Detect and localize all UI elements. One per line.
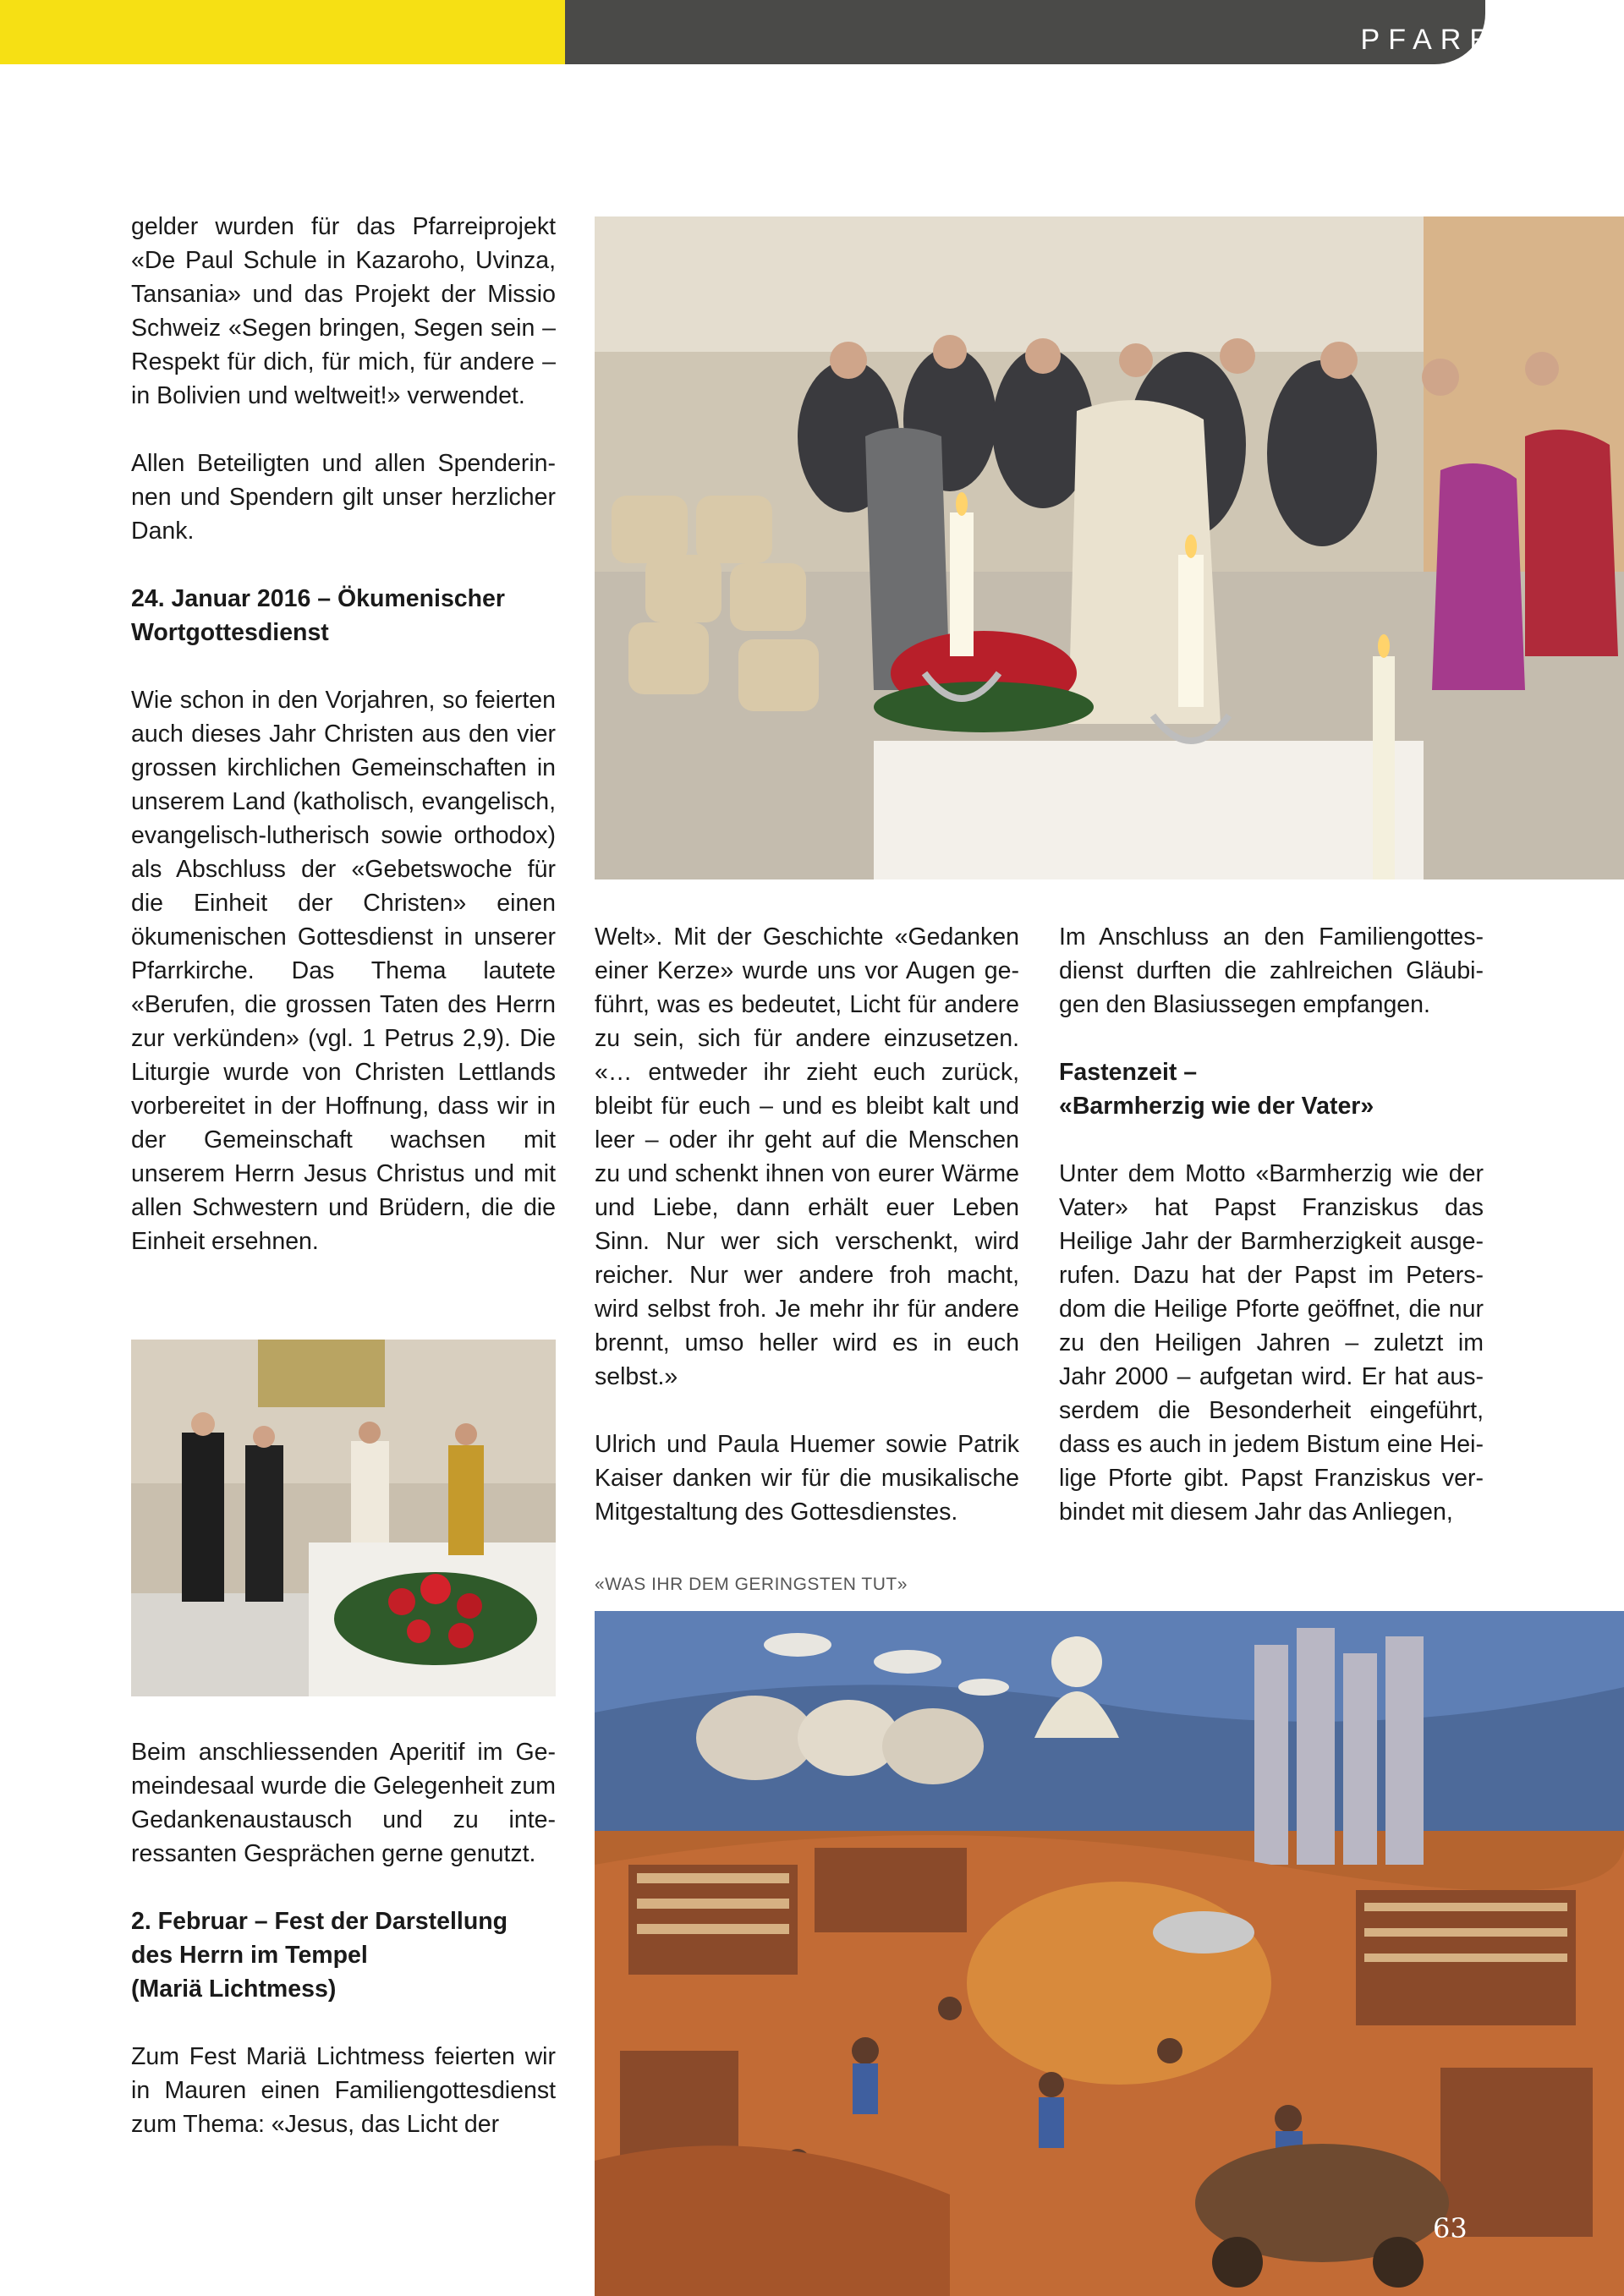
paragraph: Allen Beteiligten und allen Spenderinnen und Spendern gilt unser herzlicher Dank. <box>131 450 556 545</box>
section-heading-lichtmess <box>131 1904 556 2006</box>
paragraph: Unter dem Motto «Barmherzig wie der Vater» hat Papst Franziskus das Heilige Jahr der Barmherzigkeit ausgerufen. Dazu hat der Papst im Petersdom die Heilige Pforte geöffnet, die nur zu den Heiligen Jahren – zuletzt im Jahr 2000 – aufgetan wird. Er hat ausserdem die Besonderheit eingeführt, dass es auch in jedem Bistum eine Heilige Pforte gibt. Papst Franziskus verbindet mit diesem Jahr das Anliegen, <box>1059 1160 1484 1526</box>
header-bar <box>565 0 1485 64</box>
photo-clergy-altar <box>131 1340 556 1696</box>
heading-line: 24. Januar 2016 – Ökumenischer <box>131 585 506 612</box>
mural-caption: «WAS IHR DEM GERINGSTEN TUT» <box>595 1575 908 1594</box>
page-number: 63 <box>1433 2212 1468 2244</box>
heading-line: des Herrn im Tempel <box>131 1942 368 1969</box>
section-heading-oekumene <box>131 582 556 649</box>
paragraph: Im Anschluss an den Familiengottesdienst durften die zahlreichen Gläubigen den Blasiussegen empfangen. <box>1059 923 1484 1018</box>
paragraph: Zum Fest Mariä Lichtmess feierten wir in Mauren einen Familiengottesdienst zum Thema: «Jesus, das Licht der <box>131 2043 556 2138</box>
section-label: PFARREI <box>1360 24 1543 56</box>
column-1 <box>131 210 556 1258</box>
column-3 <box>1059 920 1484 1529</box>
paragraph: Welt». Mit der Geschichte «Gedanken einer Kerze» wurde uns vor Augen geführt, was es bedeutet, Licht für andere zu sein, sich für andere einzusetzen. «… entweder ihr zieht euch zurück, bleibt für euch – und es bleibt kalt und leer – oder ihr geht auf die Menschen zu und schenkt ihnen von eurer Wärme und Liebe, dann erhält euer Leben Sinn. Nur wer sich verschenkt, wird reicher. Nur wer andere froh macht, wird selbst froh. Je mehr ihr für andere brennt, umso heller wird es in euch selbst.» <box>595 923 1019 1390</box>
section-heading-fastenzeit <box>1059 1055 1484 1123</box>
photo-congregation-candles <box>595 216 1624 879</box>
column-1-continued <box>131 1735 556 2141</box>
heading-line: «Barmherzig wie der Vater» <box>1059 1093 1374 1120</box>
paragraph: Wie schon in den Vorjahren, so feierten auch dieses Jahr Christen aus den vier grossen kirchlichen Gemeinschaften in unserem Land (katholisch, evangelisch, evangelisch-lutherisch sowie orthodox) als Abschluss der «Gebetswoche für die Einheit der Christen» einen ökumenischen Gottesdienst in unserer Pfarrkirche. Das Thema lautete «Berufen, die grossen Taten des Herrn zur verkünden» (vgl. 1 Petrus 2,9). Die Liturgie wurde von Christen Lettlands vorbereitet in der Hoffnung, dass wir in der Gemeinschaft wachsen mit unserem Herrn Jesus Christus und mit allen Schwestern und Brüdern, die die Einheit ersehnen. <box>131 687 556 1255</box>
heading-line: Wortgottesdienst <box>131 619 329 646</box>
paragraph: gelder wurden für das Pfarreiprojekt «De Paul Schule in Kazaroho, Uvinza, Tansania» und das Projekt der Missio Schweiz «Segen bringen, Segen sein – Respekt für dich, für mich, für andere – in Bolivien und weltweit!» verwendet. <box>131 213 556 409</box>
heading-line: Fastenzeit – <box>1059 1059 1198 1086</box>
heading-line: (Mariä Lichtmess) <box>131 1975 337 2003</box>
mural-painting <box>595 1611 1624 2296</box>
column-2 <box>595 920 1019 1529</box>
paragraph: Ulrich und Paula Huemer sowie Patrik Kaiser danken wir für die musikalische Mitgestaltung des Gottesdienstes. <box>595 1431 1019 1526</box>
paragraph: Beim anschliessenden Aperitif im Gemeindesaal wurde die Gelegenheit zum Gedankenaustausch und zu interessanten Gesprächen gerne genutzt. <box>131 1739 556 1867</box>
header-accent-bar <box>0 0 565 64</box>
heading-line: 2. Februar – Fest der Darstellung <box>131 1908 508 1935</box>
